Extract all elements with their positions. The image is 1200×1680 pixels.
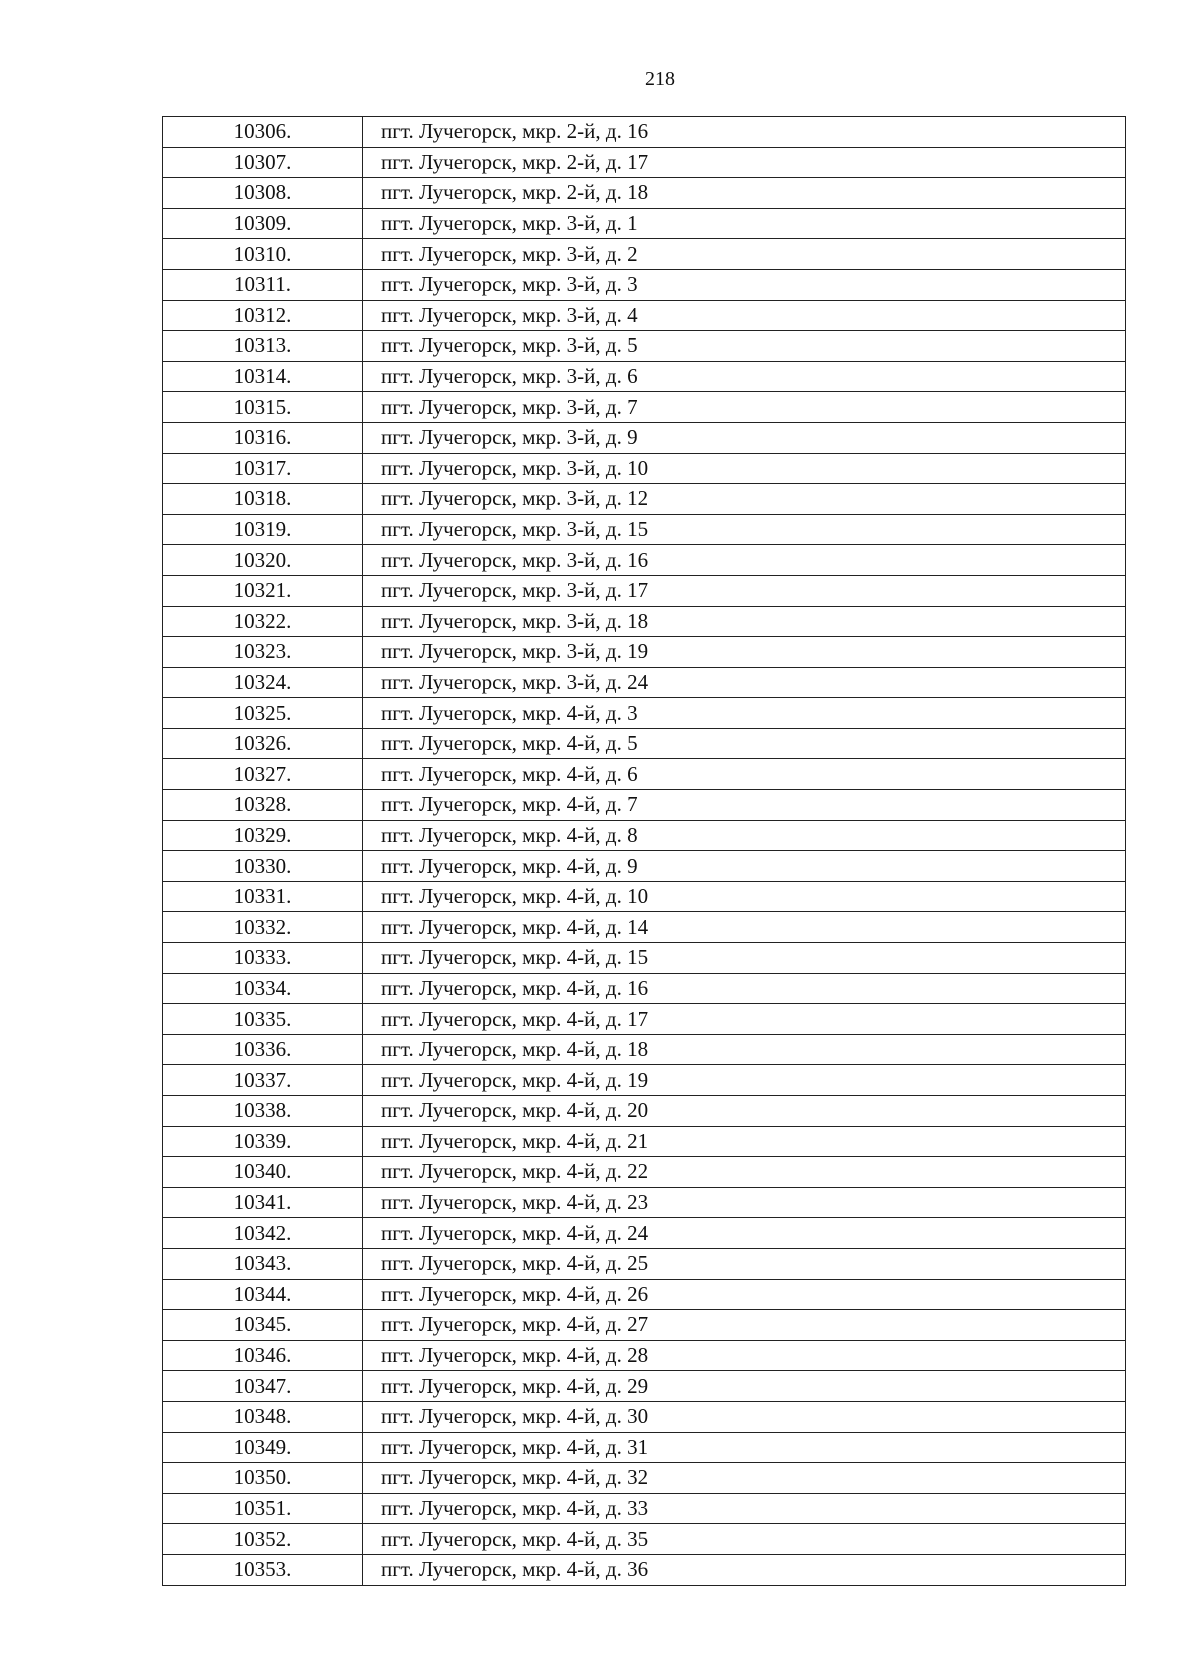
table-row bbox=[163, 637, 1126, 668]
address-cell: пгт. Лучегорск, мкр. 4-й, д. 24 bbox=[363, 1218, 1126, 1249]
address-cell: пгт. Лучегорск, мкр. 4-й, д. 5 bbox=[363, 728, 1126, 759]
address-cell: пгт. Лучегорск, мкр. 2-й, д. 17 bbox=[363, 147, 1126, 178]
table-row bbox=[163, 361, 1126, 392]
address-cell: пгт. Лучегорск, мкр. 4-й, д. 30 bbox=[363, 1401, 1126, 1432]
row-number-cell: 10321. bbox=[163, 575, 363, 606]
address-cell: пгт. Лучегорск, мкр. 4-й, д. 25 bbox=[363, 1248, 1126, 1279]
row-number-cell: 10336. bbox=[163, 1034, 363, 1065]
address-cell: пгт. Лучегорск, мкр. 3-й, д. 9 bbox=[363, 422, 1126, 453]
row-number-cell: 10323. bbox=[163, 637, 363, 668]
address-cell: пгт. Лучегорск, мкр. 3-й, д. 4 bbox=[363, 300, 1126, 331]
address-cell: пгт. Лучегорск, мкр. 4-й, д. 36 bbox=[363, 1554, 1126, 1585]
row-number-cell: 10310. bbox=[163, 239, 363, 270]
address-cell: пгт. Лучегорск, мкр. 3-й, д. 1 bbox=[363, 208, 1126, 239]
table-row bbox=[163, 820, 1126, 851]
address-cell: пгт. Лучегорск, мкр. 4-й, д. 7 bbox=[363, 790, 1126, 821]
table-row bbox=[163, 422, 1126, 453]
address-cell: пгт. Лучегорск, мкр. 4-й, д. 35 bbox=[363, 1524, 1126, 1555]
table-row bbox=[163, 698, 1126, 729]
address-cell: пгт. Лучегорск, мкр. 3-й, д. 16 bbox=[363, 545, 1126, 576]
address-cell: пгт. Лучегорск, мкр. 3-й, д. 18 bbox=[363, 606, 1126, 637]
row-number-cell: 10340. bbox=[163, 1157, 363, 1188]
address-cell: пгт. Лучегорск, мкр. 4-й, д. 19 bbox=[363, 1065, 1126, 1096]
address-cell: пгт. Лучегорск, мкр. 4-й, д. 23 bbox=[363, 1187, 1126, 1218]
address-cell: пгт. Лучегорск, мкр. 4-й, д. 33 bbox=[363, 1493, 1126, 1524]
row-number-cell: 10349. bbox=[163, 1432, 363, 1463]
row-number-cell: 10351. bbox=[163, 1493, 363, 1524]
row-number-cell: 10330. bbox=[163, 851, 363, 882]
table-row bbox=[163, 545, 1126, 576]
table-row bbox=[163, 1463, 1126, 1494]
row-number-cell: 10308. bbox=[163, 178, 363, 209]
table-row bbox=[163, 667, 1126, 698]
row-number-cell: 10306. bbox=[163, 117, 363, 148]
row-number-cell: 10315. bbox=[163, 392, 363, 423]
address-cell: пгт. Лучегорск, мкр. 3-й, д. 2 bbox=[363, 239, 1126, 270]
address-cell: пгт. Лучегорск, мкр. 3-й, д. 15 bbox=[363, 514, 1126, 545]
address-cell: пгт. Лучегорск, мкр. 4-й, д. 27 bbox=[363, 1310, 1126, 1341]
row-number-cell: 10328. bbox=[163, 790, 363, 821]
address-cell: пгт. Лучегорск, мкр. 4-й, д. 20 bbox=[363, 1096, 1126, 1127]
row-number-cell: 10316. bbox=[163, 422, 363, 453]
table-row bbox=[163, 851, 1126, 882]
table-row bbox=[163, 1248, 1126, 1279]
row-number-cell: 10322. bbox=[163, 606, 363, 637]
address-cell: пгт. Лучегорск, мкр. 4-й, д. 3 bbox=[363, 698, 1126, 729]
row-number-cell: 10337. bbox=[163, 1065, 363, 1096]
table-row bbox=[163, 300, 1126, 331]
row-number-cell: 10343. bbox=[163, 1248, 363, 1279]
table-row bbox=[163, 1034, 1126, 1065]
address-cell: пгт. Лучегорск, мкр. 4-й, д. 26 bbox=[363, 1279, 1126, 1310]
table-row bbox=[163, 1493, 1126, 1524]
address-cell: пгт. Лучегорск, мкр. 3-й, д. 3 bbox=[363, 269, 1126, 300]
table-row bbox=[163, 606, 1126, 637]
address-cell: пгт. Лучегорск, мкр. 4-й, д. 32 bbox=[363, 1463, 1126, 1494]
address-table bbox=[162, 116, 1126, 1586]
table-row bbox=[163, 269, 1126, 300]
address-cell: пгт. Лучегорск, мкр. 4-й, д. 6 bbox=[363, 759, 1126, 790]
address-cell: пгт. Лучегорск, мкр. 3-й, д. 7 bbox=[363, 392, 1126, 423]
table-row bbox=[163, 1279, 1126, 1310]
page-number: 218 bbox=[645, 68, 675, 90]
row-number-cell: 10319. bbox=[163, 514, 363, 545]
table-row bbox=[163, 1096, 1126, 1127]
table-row bbox=[163, 1004, 1126, 1035]
address-cell: пгт. Лучегорск, мкр. 3-й, д. 24 bbox=[363, 667, 1126, 698]
row-number-cell: 10311. bbox=[163, 269, 363, 300]
row-number-cell: 10312. bbox=[163, 300, 363, 331]
row-number-cell: 10327. bbox=[163, 759, 363, 790]
table-row bbox=[163, 1554, 1126, 1585]
table-row bbox=[163, 1065, 1126, 1096]
table-row bbox=[163, 1371, 1126, 1402]
table-row bbox=[163, 453, 1126, 484]
row-number-cell: 10334. bbox=[163, 973, 363, 1004]
table-row bbox=[163, 1432, 1126, 1463]
row-number-cell: 10350. bbox=[163, 1463, 363, 1494]
table-row bbox=[163, 147, 1126, 178]
address-cell: пгт. Лучегорск, мкр. 2-й, д. 16 bbox=[363, 117, 1126, 148]
table-row bbox=[163, 178, 1126, 209]
row-number-cell: 10344. bbox=[163, 1279, 363, 1310]
row-number-cell: 10333. bbox=[163, 943, 363, 974]
table-row bbox=[163, 1187, 1126, 1218]
row-number-cell: 10313. bbox=[163, 331, 363, 362]
table-row bbox=[163, 759, 1126, 790]
table-row bbox=[163, 514, 1126, 545]
address-cell: пгт. Лучегорск, мкр. 4-й, д. 16 bbox=[363, 973, 1126, 1004]
address-cell: пгт. Лучегорск, мкр. 3-й, д. 6 bbox=[363, 361, 1126, 392]
address-cell: пгт. Лучегорск, мкр. 3-й, д. 10 bbox=[363, 453, 1126, 484]
row-number-cell: 10341. bbox=[163, 1187, 363, 1218]
row-number-cell: 10332. bbox=[163, 912, 363, 943]
table-row bbox=[163, 1157, 1126, 1188]
address-cell: пгт. Лучегорск, мкр. 3-й, д. 17 bbox=[363, 575, 1126, 606]
row-number-cell: 10314. bbox=[163, 361, 363, 392]
address-cell: пгт. Лучегорск, мкр. 4-й, д. 18 bbox=[363, 1034, 1126, 1065]
row-number-cell: 10347. bbox=[163, 1371, 363, 1402]
table-row bbox=[163, 912, 1126, 943]
row-number-cell: 10335. bbox=[163, 1004, 363, 1035]
table-row bbox=[163, 728, 1126, 759]
row-number-cell: 10339. bbox=[163, 1126, 363, 1157]
address-cell: пгт. Лучегорск, мкр. 3-й, д. 12 bbox=[363, 484, 1126, 515]
row-number-cell: 10324. bbox=[163, 667, 363, 698]
address-cell: пгт. Лучегорск, мкр. 4-й, д. 31 bbox=[363, 1432, 1126, 1463]
table-row bbox=[163, 1524, 1126, 1555]
row-number-cell: 10352. bbox=[163, 1524, 363, 1555]
table-row bbox=[163, 1126, 1126, 1157]
table-row bbox=[163, 881, 1126, 912]
row-number-cell: 10342. bbox=[163, 1218, 363, 1249]
row-number-cell: 10348. bbox=[163, 1401, 363, 1432]
row-number-cell: 10338. bbox=[163, 1096, 363, 1127]
address-cell: пгт. Лучегорск, мкр. 3-й, д. 5 bbox=[363, 331, 1126, 362]
row-number-cell: 10317. bbox=[163, 453, 363, 484]
row-number-cell: 10326. bbox=[163, 728, 363, 759]
row-number-cell: 10325. bbox=[163, 698, 363, 729]
table-row bbox=[163, 1310, 1126, 1341]
table-row bbox=[163, 1401, 1126, 1432]
row-number-cell: 10346. bbox=[163, 1340, 363, 1371]
address-cell: пгт. Лучегорск, мкр. 4-й, д. 29 bbox=[363, 1371, 1126, 1402]
address-cell: пгт. Лучегорск, мкр. 4-й, д. 28 bbox=[363, 1340, 1126, 1371]
table-row bbox=[163, 1340, 1126, 1371]
row-number-cell: 10318. bbox=[163, 484, 363, 515]
address-cell: пгт. Лучегорск, мкр. 2-й, д. 18 bbox=[363, 178, 1126, 209]
table-row bbox=[163, 575, 1126, 606]
table-row bbox=[163, 117, 1126, 148]
address-cell: пгт. Лучегорск, мкр. 3-й, д. 19 bbox=[363, 637, 1126, 668]
table-row bbox=[163, 392, 1126, 423]
table-row bbox=[163, 1218, 1126, 1249]
address-table-body bbox=[163, 117, 1126, 1586]
row-number-cell: 10345. bbox=[163, 1310, 363, 1341]
row-number-cell: 10309. bbox=[163, 208, 363, 239]
table-row bbox=[163, 790, 1126, 821]
address-cell: пгт. Лучегорск, мкр. 4-й, д. 17 bbox=[363, 1004, 1126, 1035]
address-cell: пгт. Лучегорск, мкр. 4-й, д. 10 bbox=[363, 881, 1126, 912]
row-number-cell: 10307. bbox=[163, 147, 363, 178]
row-number-cell: 10329. bbox=[163, 820, 363, 851]
row-number-cell: 10331. bbox=[163, 881, 363, 912]
table-row bbox=[163, 208, 1126, 239]
address-cell: пгт. Лучегорск, мкр. 4-й, д. 21 bbox=[363, 1126, 1126, 1157]
table-row bbox=[163, 943, 1126, 974]
table-row bbox=[163, 331, 1126, 362]
row-number-cell: 10353. bbox=[163, 1554, 363, 1585]
address-cell: пгт. Лучегорск, мкр. 4-й, д. 14 bbox=[363, 912, 1126, 943]
address-cell: пгт. Лучегорск, мкр. 4-й, д. 8 bbox=[363, 820, 1126, 851]
address-cell: пгт. Лучегорск, мкр. 4-й, д. 15 bbox=[363, 943, 1126, 974]
address-cell: пгт. Лучегорск, мкр. 4-й, д. 9 bbox=[363, 851, 1126, 882]
row-number-cell: 10320. bbox=[163, 545, 363, 576]
table-row bbox=[163, 239, 1126, 270]
address-cell: пгт. Лучегорск, мкр. 4-й, д. 22 bbox=[363, 1157, 1126, 1188]
table-row bbox=[163, 484, 1126, 515]
table-row bbox=[163, 973, 1126, 1004]
